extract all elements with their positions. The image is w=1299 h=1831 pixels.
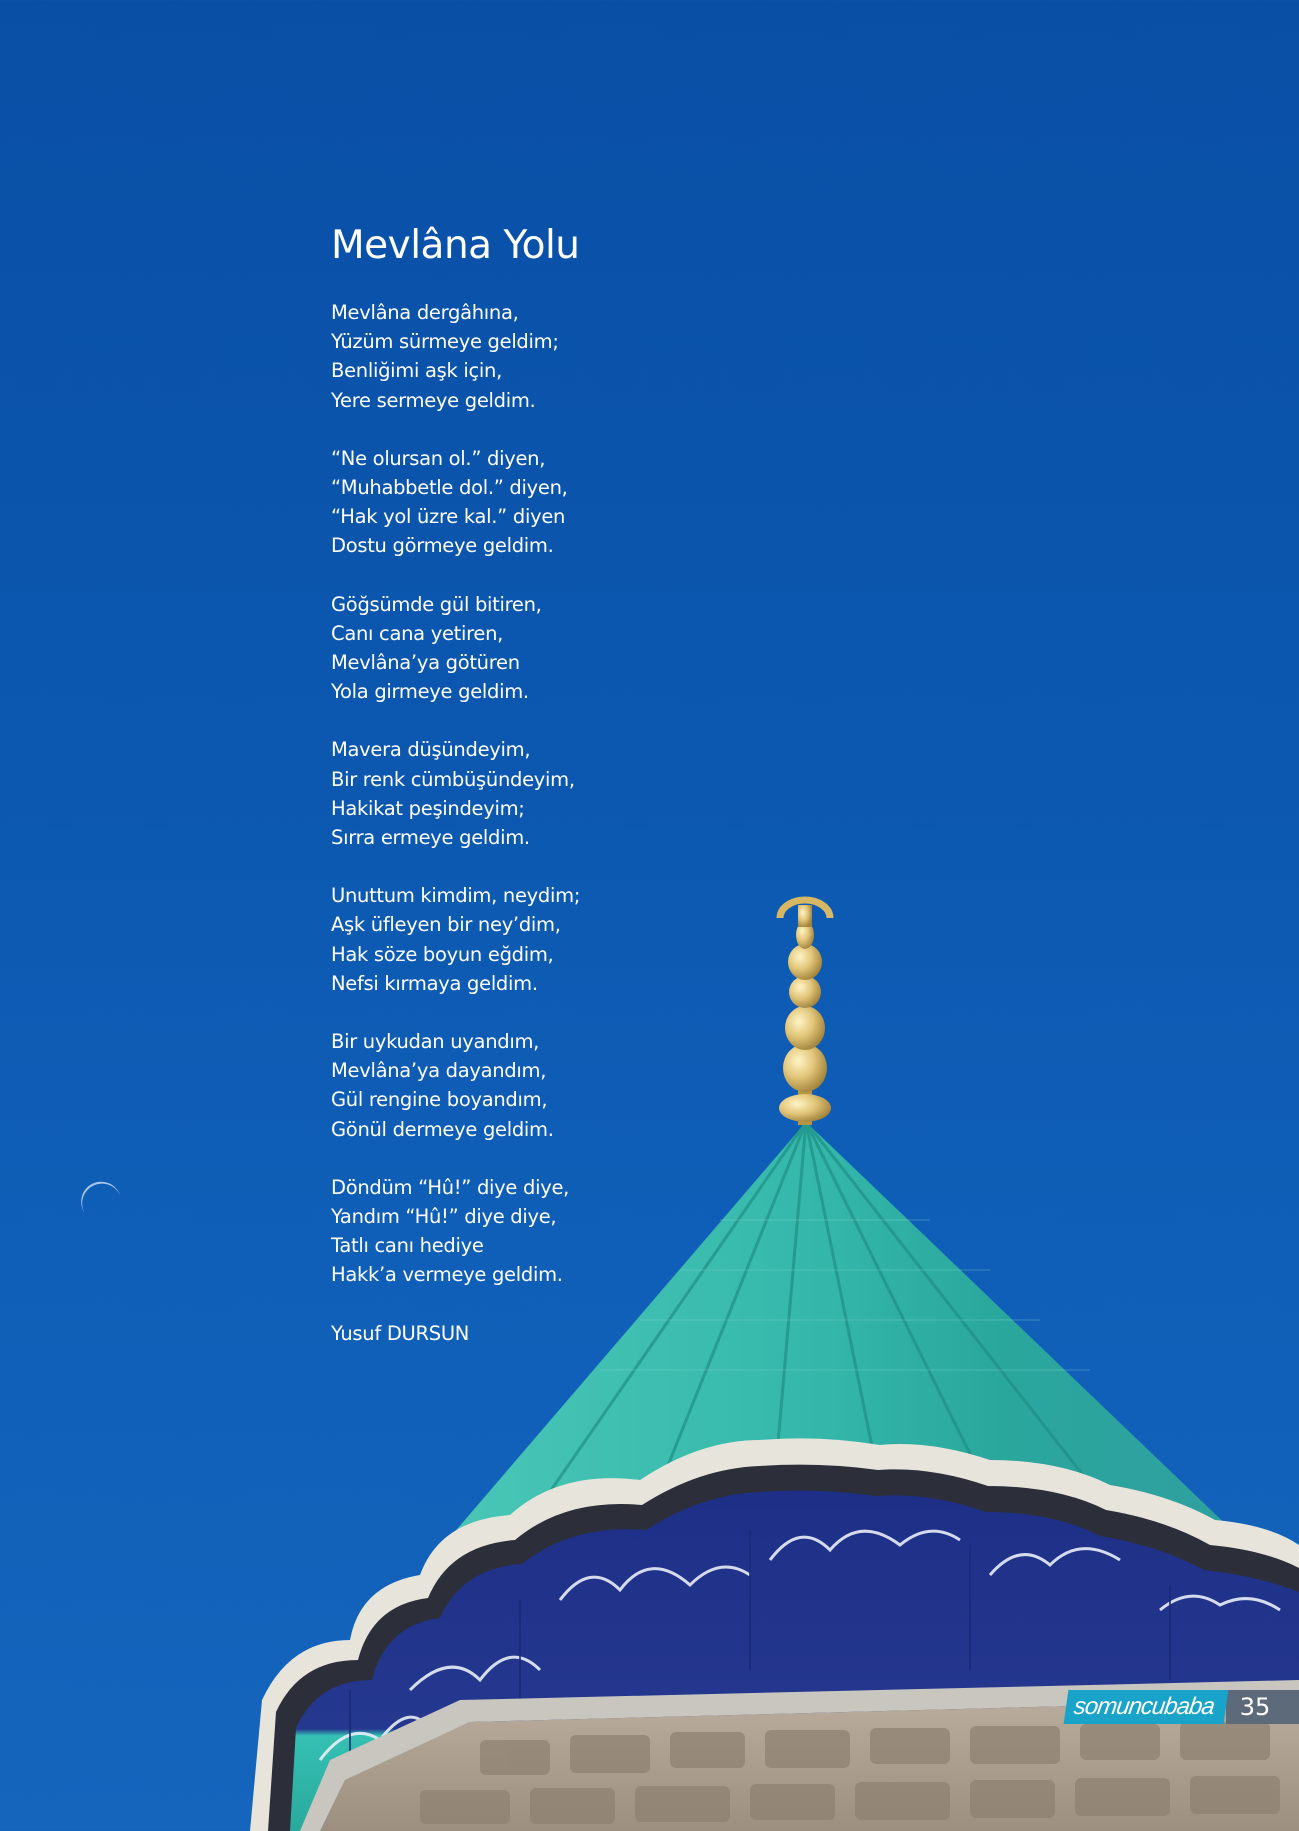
poem-line: “Muhabbetle dol.” diyen, xyxy=(331,476,568,500)
poem-line: Gönül dermeye geldim. xyxy=(331,1117,554,1141)
poem xyxy=(331,220,751,1348)
poem-line: Dostu görmeye geldim. xyxy=(331,534,554,558)
poem-line: “Hak yol üzre kal.” diyen xyxy=(331,505,566,529)
poem-line: Mevlâna dergâhına, xyxy=(331,301,519,324)
finial-ornament xyxy=(779,900,831,1125)
poem-line: Mevlâna’ya dayandım, xyxy=(331,1059,547,1083)
poem-line: Mavera düşündeyim, xyxy=(331,738,531,762)
poem-line: “Ne olursan ol.” diyen, xyxy=(331,446,546,470)
poem-line: Sırra ermeye geldim. xyxy=(331,826,530,850)
poem-line: Yere sermeye geldim. xyxy=(331,388,536,412)
poem-stanza xyxy=(331,881,751,998)
poem-stanza xyxy=(331,590,751,707)
poem-line: Bir renk cümbüşündeyim, xyxy=(331,767,575,791)
poem-line: Döndüm “Hû!” diye diye, xyxy=(331,1175,570,1199)
poem-body xyxy=(331,298,751,1290)
poem-stanza xyxy=(331,444,751,561)
poem-title: Mevlâna Yolu xyxy=(331,223,580,268)
poem-line: Unuttum kimdim, neydim; xyxy=(331,884,581,908)
poem-line: Bir uykudan uyandım, xyxy=(331,1030,540,1054)
poem-stanza xyxy=(331,735,751,852)
poem-stanza xyxy=(331,1173,751,1290)
poem-line: Yandım “Hû!” diye diye, xyxy=(331,1205,557,1229)
poem-line: Yola girmeye geldim. xyxy=(331,680,529,704)
poem-line: Hakikat peşindeyim; xyxy=(331,796,525,820)
moon-icon xyxy=(81,1182,120,1212)
poem-line: Hakk’a vermeye geldim. xyxy=(331,1263,563,1287)
poem-line: Göğsümde gül bitiren, xyxy=(331,592,542,616)
magazine-logo: somuncubaba xyxy=(1064,1690,1229,1724)
poem-line: Mevlâna’ya götüren xyxy=(331,651,520,675)
poem-line: Hak söze boyun eğdim, xyxy=(331,942,554,966)
poem-author: Yusuf DURSUN xyxy=(331,1321,470,1345)
poem-line: Nefsi kırmaya geldim. xyxy=(331,971,538,995)
poem-line: Aşk üfleyen bir ney’dim, xyxy=(331,913,561,937)
poem-stanza xyxy=(331,298,751,415)
poem-line: Tatlı canı hediye xyxy=(331,1234,484,1258)
page-footer xyxy=(1066,1690,1299,1724)
page-number: 35 xyxy=(1226,1690,1299,1724)
poem-stanza xyxy=(331,1027,751,1144)
poem-line: Canı cana yetiren, xyxy=(331,621,504,645)
poem-line: Benliğimi aşk için, xyxy=(331,359,502,383)
poem-line: Gül rengine boyandım, xyxy=(331,1088,548,1112)
poem-line: Yüzüm sürmeye geldim; xyxy=(331,330,559,354)
